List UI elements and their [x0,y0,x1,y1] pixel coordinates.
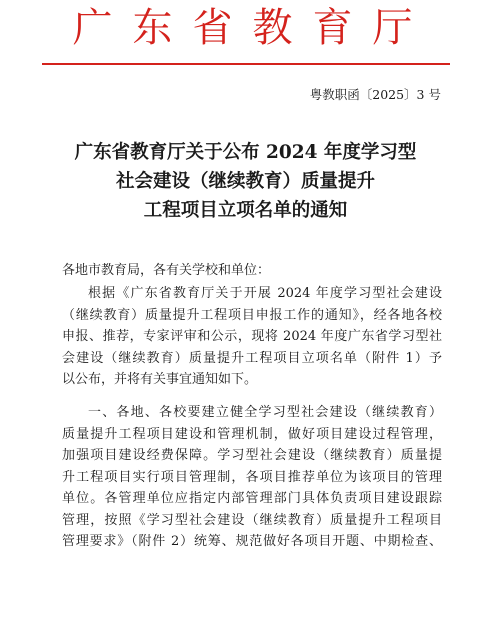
title-line: 工程项目立项名单的通知 [143,200,348,221]
paragraph-1 [62,283,442,391]
paragraph-line: 一、各地、各校要建立健全学习型社会建设（继续教育） [88,405,442,420]
addressee: 各地市教育局，各有关学校和单位： [62,263,271,278]
paragraph-2 [62,402,442,553]
paragraph-line: 申报、推荐，专家评审和公示，现将 2024 年度广东省学习型社 [62,329,442,344]
letterhead [0,0,491,56]
paragraph-line: 单位。各管理单位应指定内部管理部门具体负责项目建设跟踪 [62,491,442,506]
title-line: 广东省教育厅关于公布 2024 年度学习型 [74,142,417,163]
letterhead-divider [42,63,450,65]
paragraph-line: 以公布，并将有关事宜通知如下。 [62,372,258,387]
document-number: 粤教职函〔2025〕3 号 [309,87,441,102]
paragraph-line: 质量提升工程项目建设和管理机制，做好项目建设过程管理， [62,426,442,442]
paragraph-line: （继续教育）质量提升工程项目申报工作的通知》，经各地各校 [62,307,442,323]
letterhead-title: 广东省教育厅 [72,5,433,51]
paragraph-line: 加强项目建设经费保障。学习型社会建设（继续教育）质量提 [62,448,442,463]
paragraph-line: 根据《广东省教育厅关于开展 2024 年度学习型社会建设 [88,286,442,301]
paragraph-line: 管理，按照《学习型社会建设（继续教育）质量提升工程项目 [62,512,442,528]
document-title [0,138,491,225]
title-line: 社会建设（继续教育）质量提升 [115,171,375,192]
paragraph-line: 会建设（继续教育）质量提升工程项目立项名单（附件 1）予 [62,350,442,366]
paragraph-line: 管理要求》（附件 2）统筹、规范做好各项目开题、中期检查、 [62,534,442,549]
paragraph-line: 升工程项目实行项目管理制，各项目推荐单位为该项目的管理 [62,469,442,485]
